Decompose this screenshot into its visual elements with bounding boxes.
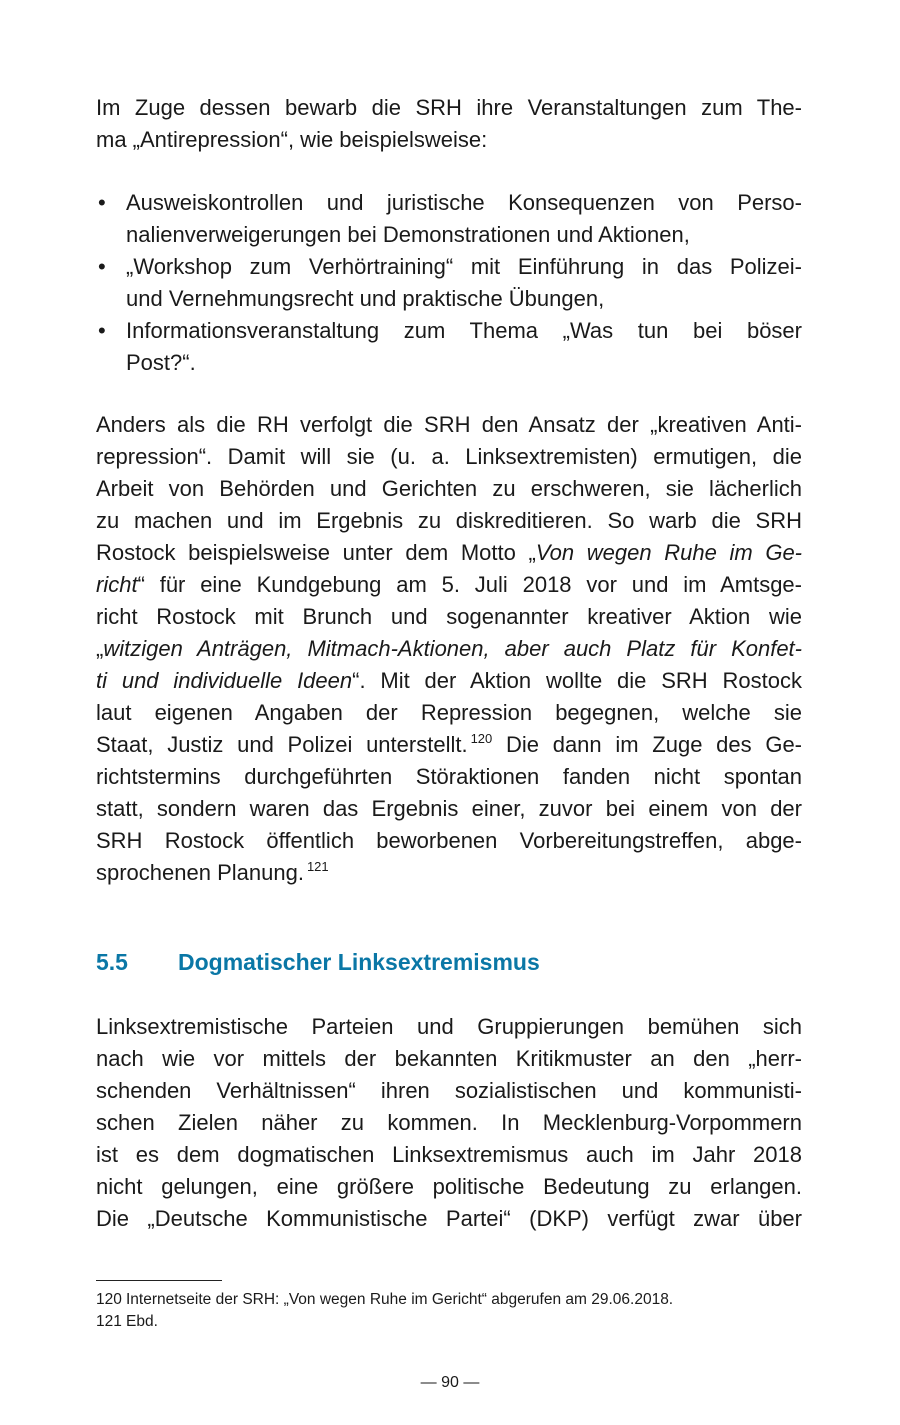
text-line bbox=[126, 219, 802, 251]
text-segment: Im Zuge dessen bewarb die SRH ihre Veranstaltungen zum The- bbox=[96, 95, 802, 120]
section-title: Dogmatischer Linksextremismus bbox=[178, 949, 540, 975]
paragraph-intro bbox=[96, 92, 802, 156]
text-line bbox=[96, 793, 802, 825]
italic-quote: witzigen Anträgen, Mitmach-Aktionen, aber auch Platz für Konfet- bbox=[103, 636, 802, 661]
text-segment: ma „Antirepression“, wie beispielsweise: bbox=[96, 127, 488, 152]
bullet-icon: • bbox=[98, 254, 106, 279]
text-segment: „Workshop zum Verhörtraining“ mit Einführung in das Polizei- bbox=[126, 254, 802, 279]
text-line bbox=[96, 124, 802, 156]
text-segment: laut eigenen Angaben der Repression begegnen, welche sie bbox=[96, 700, 802, 725]
text-line bbox=[96, 601, 802, 633]
text-segment: zu machen und im Ergebnis zu diskreditieren. So warb die SRH bbox=[96, 508, 802, 533]
footnote-text: Internetseite der SRH: „Von wegen Ruhe im Gericht“ abgerufen am 29.06.2018. bbox=[126, 1291, 674, 1308]
text-line bbox=[126, 251, 802, 283]
text-line bbox=[126, 283, 802, 315]
text-line bbox=[96, 857, 802, 889]
text-line bbox=[96, 537, 802, 569]
paragraph-kreative-antirepression bbox=[96, 409, 802, 889]
footnote-120 bbox=[96, 1289, 673, 1311]
text-segment: “. Mit der Aktion wollte die SRH Rostock bbox=[352, 668, 802, 693]
text-line bbox=[126, 315, 802, 347]
text-line bbox=[96, 569, 802, 601]
bullet-icon: • bbox=[98, 318, 106, 343]
text-segment: Rostock beispielsweise unter dem Motto „ bbox=[96, 540, 536, 565]
text-segment: Anders als die RH verfolgt die SRH den Ansatz der „kreativen Anti- bbox=[96, 412, 802, 437]
bullet-item bbox=[96, 315, 802, 379]
text-segment: nicht gelungen, eine größere politische Bedeutung zu erlangen. bbox=[96, 1174, 802, 1199]
section-heading bbox=[96, 945, 540, 979]
text-segment: Arbeit von Behörden und Gerichten zu erschweren, sie lächerlich bbox=[96, 476, 802, 501]
text-segment: Staat, Justiz und Polizei unterstellt. bbox=[96, 732, 468, 757]
paragraph-dogmatischer-linksextremismus bbox=[96, 1011, 802, 1235]
text-segment: richtstermins durchgeführten Störaktionen fanden nicht spontan bbox=[96, 764, 802, 789]
text-line bbox=[96, 1139, 802, 1171]
text-segment: schenden Verhältnissen“ ihren sozialistischen und kommunisti- bbox=[96, 1078, 802, 1103]
text-segment: Ausweiskontrollen und juristische Konsequenzen von Perso- bbox=[126, 190, 802, 215]
footnote-divider bbox=[96, 1280, 222, 1281]
text-line bbox=[96, 1107, 802, 1139]
italic-quote: ti und individuelle Ideen bbox=[96, 668, 353, 693]
text-segment: SRH Rostock öffentlich beworbenen Vorbereitungstreffen, abge- bbox=[96, 828, 802, 853]
text-segment: nalienverweigerungen bei Demonstrationen und Aktionen, bbox=[126, 222, 690, 247]
text-line bbox=[96, 1043, 802, 1075]
text-line bbox=[96, 441, 802, 473]
text-line bbox=[96, 1011, 802, 1043]
text-segment: Post?“. bbox=[126, 350, 196, 375]
text-segment: “ für eine Kundgebung am 5. Juli 2018 vor und im Amtsge- bbox=[137, 572, 802, 597]
text-segment: repression“. Damit will sie (u. a. Linksextremisten) ermutigen, die bbox=[96, 444, 802, 469]
text-segment: statt, sondern waren das Ergebnis einer, zuvor bei einem von der bbox=[96, 796, 802, 821]
text-segment: Informationsveranstaltung zum Thema „Was tun bei böser bbox=[126, 318, 802, 343]
italic-quote: richt bbox=[96, 572, 138, 597]
text-segment: richt Rostock mit Brunch und sogenannter kreativer Aktion wie bbox=[96, 604, 802, 629]
text-segment: ist es dem dogmatischen Linksextremismus auch im Jahr 2018 bbox=[96, 1142, 802, 1167]
text-segment: Linksextremistische Parteien und Gruppierungen bemühen sich bbox=[96, 1014, 802, 1039]
page-number: — 90 — bbox=[420, 1374, 480, 1391]
footnote-reference: 120 bbox=[470, 731, 493, 746]
text-line bbox=[96, 505, 802, 537]
bullet-item bbox=[96, 187, 802, 251]
text-segment: schen Zielen näher zu kommen. In Mecklenburg-Vorpommern bbox=[96, 1110, 802, 1135]
text-line bbox=[96, 665, 802, 697]
text-segment: „ bbox=[96, 636, 104, 661]
footnote-121 bbox=[96, 1311, 158, 1333]
text-segment: und Vernehmungsrecht und praktische Übungen, bbox=[126, 286, 605, 311]
text-line bbox=[96, 761, 802, 793]
text-segment: sprochenen Planung. bbox=[96, 860, 304, 885]
italic-quote: Von wegen Ruhe im Ge- bbox=[535, 540, 802, 565]
text-line bbox=[126, 347, 802, 379]
bullet-icon: • bbox=[98, 190, 106, 215]
text-line bbox=[96, 697, 802, 729]
footnote-reference: 121 bbox=[306, 859, 329, 874]
footnote-number: 120 bbox=[96, 1291, 122, 1308]
footnote-text: Ebd. bbox=[126, 1313, 158, 1330]
text-line bbox=[96, 409, 802, 441]
text-line bbox=[96, 1203, 802, 1235]
text-segment: Die „Deutsche Kommunistische Partei“ (DKP) verfügt zwar über bbox=[96, 1206, 802, 1231]
text-line bbox=[126, 187, 802, 219]
bullet-list bbox=[96, 187, 802, 379]
footnote-number: 121 bbox=[96, 1313, 122, 1330]
text-line bbox=[96, 92, 802, 124]
text-line bbox=[96, 729, 802, 761]
text-line bbox=[96, 825, 802, 857]
text-segment: nach wie vor mittels der bekannten Kritikmuster an den „herr- bbox=[96, 1046, 802, 1071]
text-segment: Die dann im Zuge des Ge- bbox=[492, 732, 802, 757]
bullet-item bbox=[96, 251, 802, 315]
text-line bbox=[96, 1075, 802, 1107]
text-line bbox=[96, 473, 802, 505]
text-line bbox=[96, 633, 802, 665]
text-line bbox=[96, 1171, 802, 1203]
section-number: 5.5 bbox=[96, 949, 128, 975]
